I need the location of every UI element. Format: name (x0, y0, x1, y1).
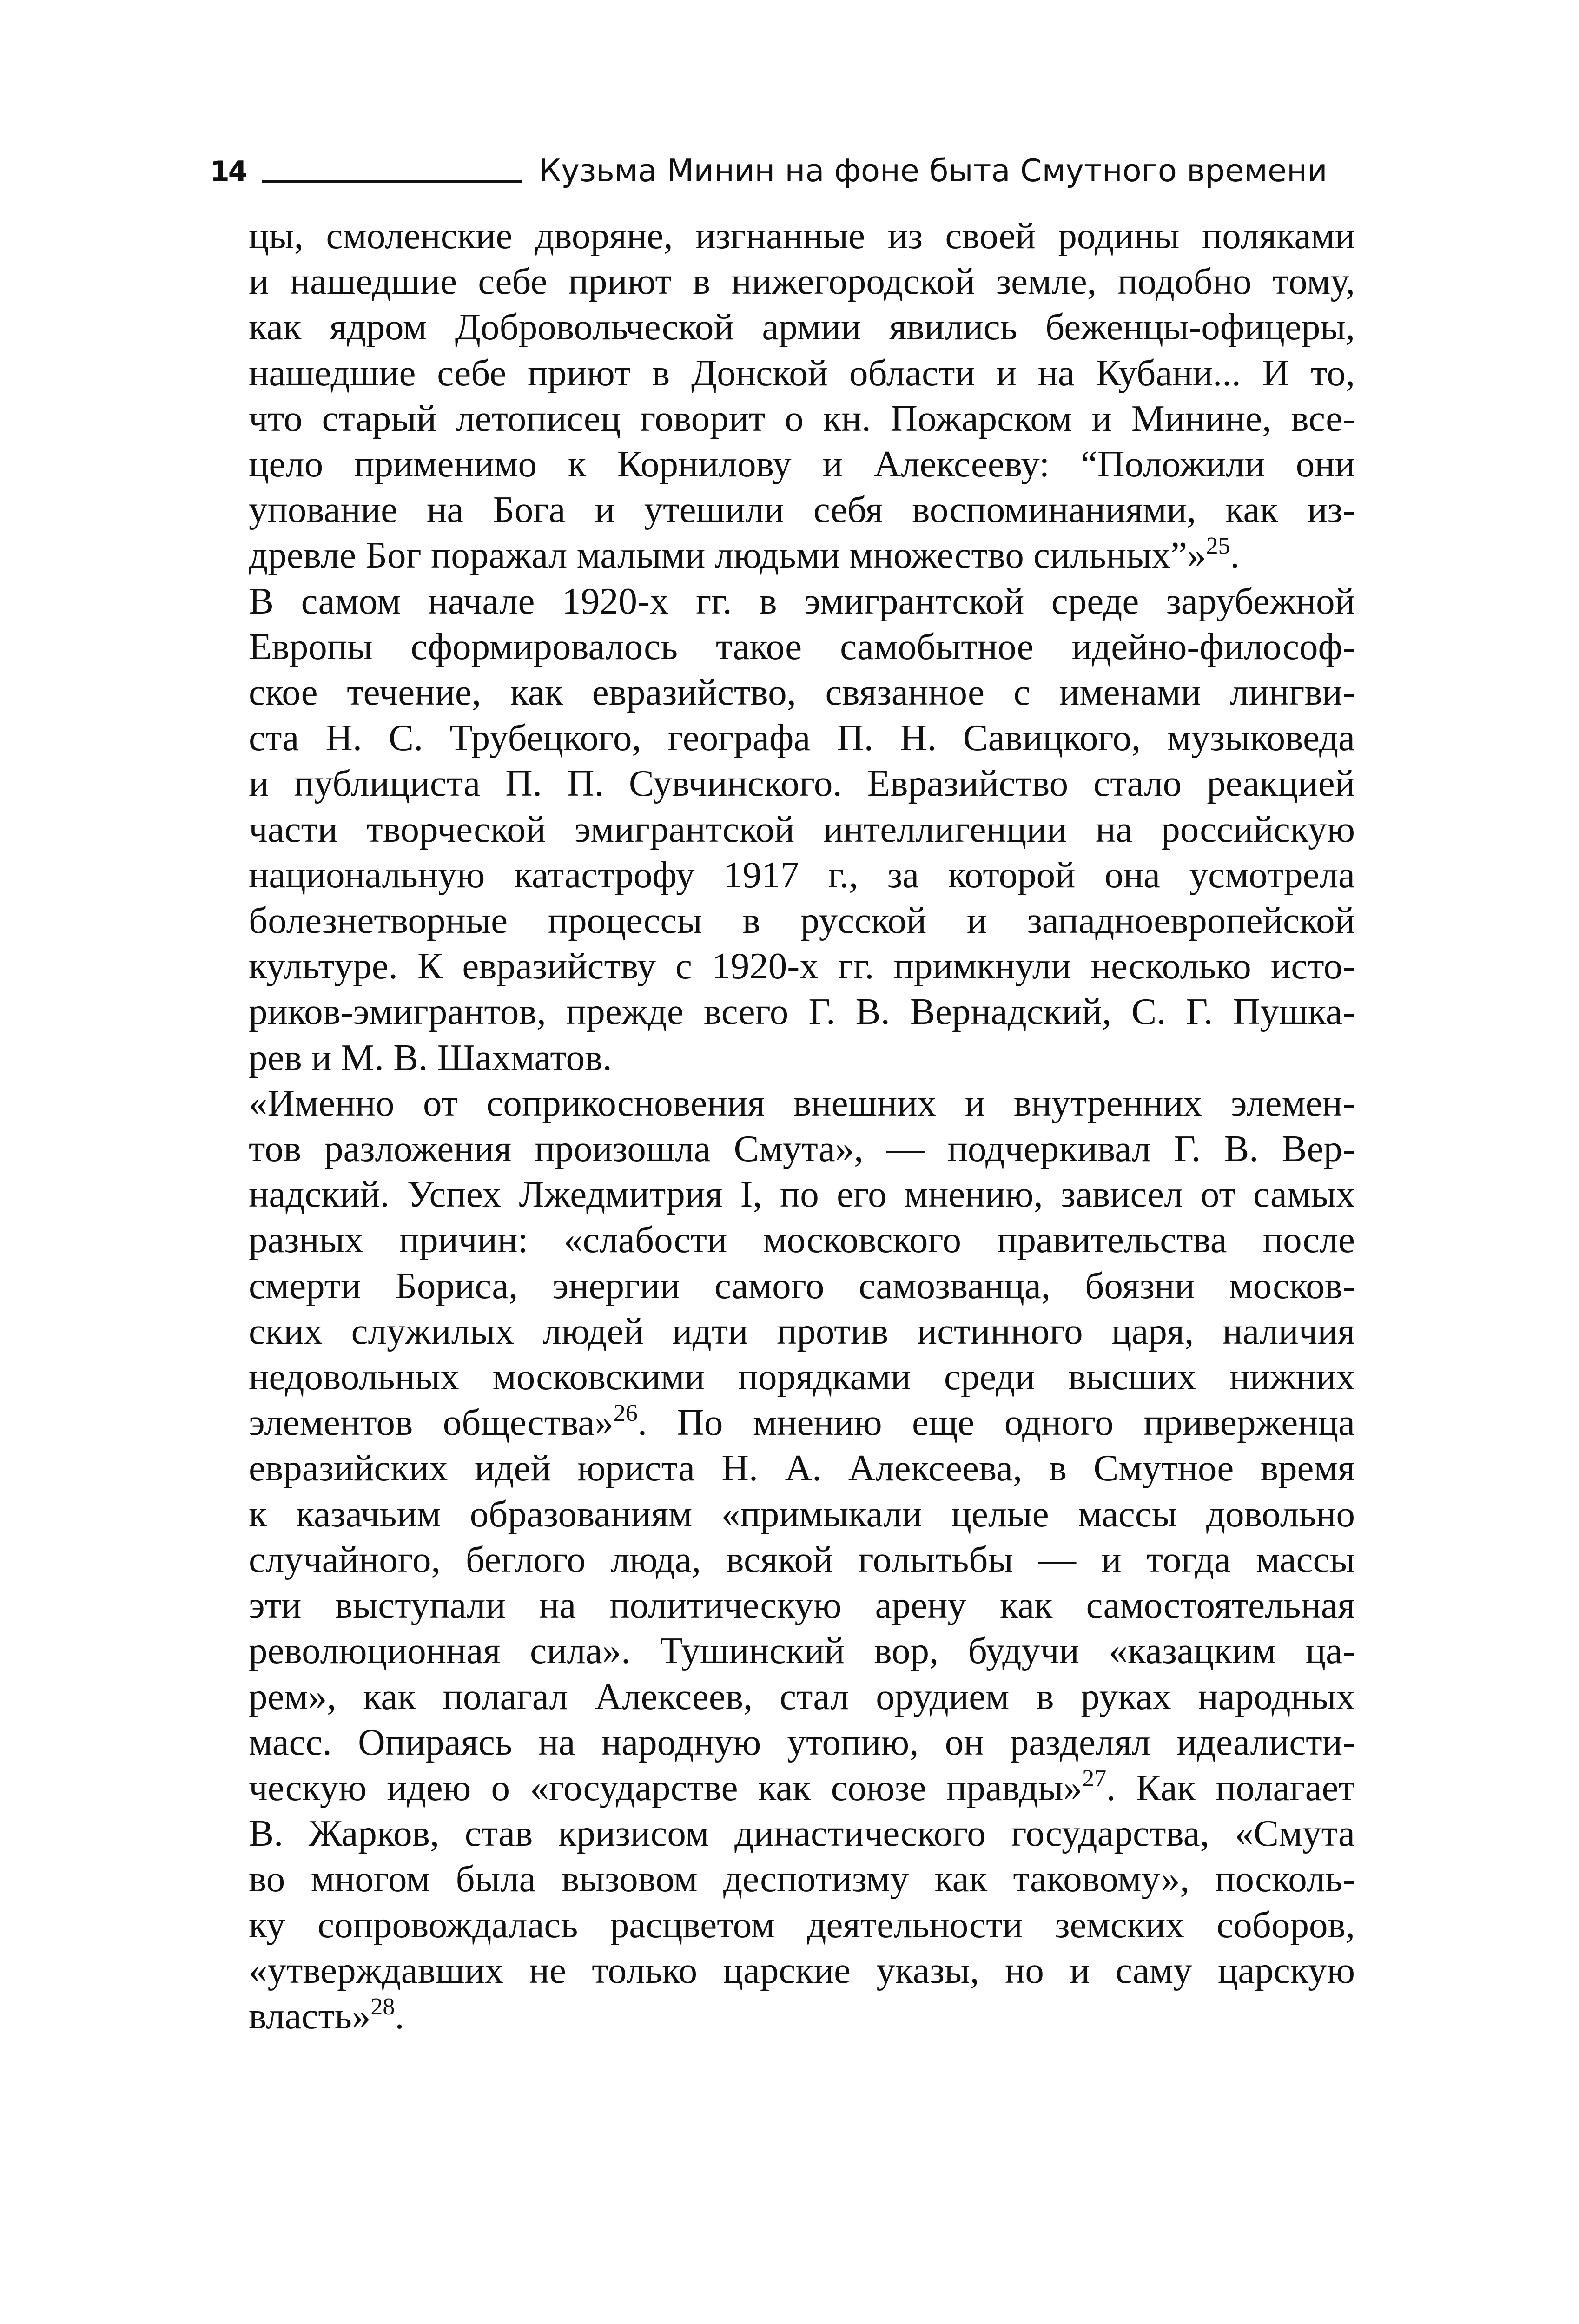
text-line: недовольных московскими порядками среди высших нижних (249, 1356, 1355, 1398)
text-line: В. Жарков, став кризисом династического государства, «Смута (249, 1812, 1355, 1855)
text-line: тов разложения произошла Смута», — подчеркивал Г. В. Вер- (249, 1128, 1355, 1170)
text-line: революционная сила». Тушинский вор, будучи «казацким ца- (249, 1630, 1355, 1672)
text-fragment: . По мнению еще одного приверженца (637, 1401, 1355, 1444)
text-line: риков-эмигрантов, прежде всего Г. В. Вернадский, С. Г. Пушка- (249, 990, 1355, 1033)
text-line: к казачьим образованиям «примыкали целые массы довольно (249, 1492, 1355, 1535)
text-fragment: власть» (249, 1994, 371, 2037)
text-line: В самом начале 1920-х гг. в эмигрантской среде зарубежной (249, 580, 1355, 622)
text-fragment: . (1230, 534, 1240, 576)
footnote-marker: 28 (370, 1993, 395, 2020)
text-fragment: . Как полагает (1106, 1766, 1355, 1809)
text-line: Европы сформировалось такое самобытное идейно-философ- (249, 625, 1355, 667)
text-line (249, 1400, 1355, 1445)
text-line: рев и М. В. Шахматов. (249, 1036, 612, 1078)
paragraph-1 (249, 213, 1355, 578)
text-line: ку сопровождалась расцветом деятельности земских соборов, (249, 1903, 1355, 1946)
text-line: части творческой эмигрантской интеллигенции на российскую (249, 808, 1355, 850)
text-line: рем», как полагал Алексеев, стал орудием в руках народных (249, 1675, 1355, 1717)
text-line: цы, смоленские дворяне, изгнанные из своей родины поляками (249, 215, 1355, 257)
header-rule (262, 180, 522, 183)
footnote-marker: 25 (1206, 533, 1230, 560)
text-line: разных причин: «слабости московского правительства после (249, 1219, 1355, 1261)
text-line: национальную катастрофу 1917 г., за которой она усмотрела (249, 853, 1355, 896)
paragraph-2 (249, 578, 1355, 1080)
text-line: культуре. К евразийству с 1920-х гг. примкнули несколько исто- (249, 945, 1355, 987)
text-line (249, 1765, 1355, 1810)
text-line: и публициста П. П. Сувчинского. Евразийство стало реакцией (249, 762, 1355, 805)
text-line (249, 532, 1355, 578)
text-line: болезнетворные процессы в русской и западноевропейской (249, 899, 1355, 942)
text-line: случайного, беглого люда, всякой голытьбы — и тогда массы (249, 1538, 1355, 1580)
running-header (210, 137, 1354, 188)
text-line: смерти Бориса, энергии самого самозванца, боязни москов- (249, 1264, 1355, 1307)
text-line: упование на Бога и утешили себя воспоминаниями, как из- (249, 489, 1355, 531)
text-line (249, 1993, 1355, 2039)
text-line: нашедшие себе приют в Донской области и на Кубани... И то, (249, 351, 1355, 394)
text-line: «Именно от соприкосновения внешних и внутренних элемен- (249, 1082, 1355, 1124)
text-line: ское течение, как евразийство, связанное с именами лингви- (249, 671, 1355, 713)
text-line: ских служилых людей идти против истинного царя, наличия (249, 1310, 1355, 1352)
page-number: 14 (210, 155, 246, 188)
text-fragment: элементов общества» (249, 1401, 614, 1444)
text-line: евразийских идей юриста Н. А. Алексеева, в Смутное время (249, 1447, 1355, 1489)
text-line: во многом была вызовом деспотизму как таковому», посколь- (249, 1858, 1355, 1900)
footnote-marker: 27 (1082, 1765, 1107, 1792)
text-line: надский. Успех Лжедмитрия I, по его мнению, зависел от самых (249, 1173, 1355, 1215)
text-line: ста Н. С. Трубецкого, географа П. Н. Савицкого, музыковеда (249, 717, 1355, 759)
running-title: Кузьма Минин на фоне быта Смутного времени (539, 152, 1328, 189)
text-line: цело применимо к Корнилову и Алексееву: “Положили они (249, 443, 1355, 485)
paragraph-3 (249, 1080, 1355, 2039)
footnote-marker: 26 (613, 1400, 638, 1427)
text-line: как ядром Добровольческой армии явились беженцы-офицеры, (249, 306, 1355, 348)
text-line: эти выступали на политическую арену как самостоятельная (249, 1584, 1355, 1626)
text-fragment: древле Бог поражал малыми людьми множество сильных”» (249, 534, 1206, 576)
text-line: и нашедшие себе приют в нижегородской земле, подобно тому, (249, 260, 1355, 303)
main-text (249, 213, 1355, 2039)
text-line: масс. Опираясь на народную утопию, он разделял идеалисти- (249, 1721, 1355, 1763)
text-fragment: . (395, 1994, 404, 2037)
text-line: что старый летописец говорит о кн. Пожарском и Минине, все- (249, 397, 1355, 439)
text-line: «утверждавших не только царские указы, но и саму царскую (249, 1949, 1355, 1991)
text-fragment: ческую идею о «государстве как союзе правды» (249, 1766, 1083, 1809)
